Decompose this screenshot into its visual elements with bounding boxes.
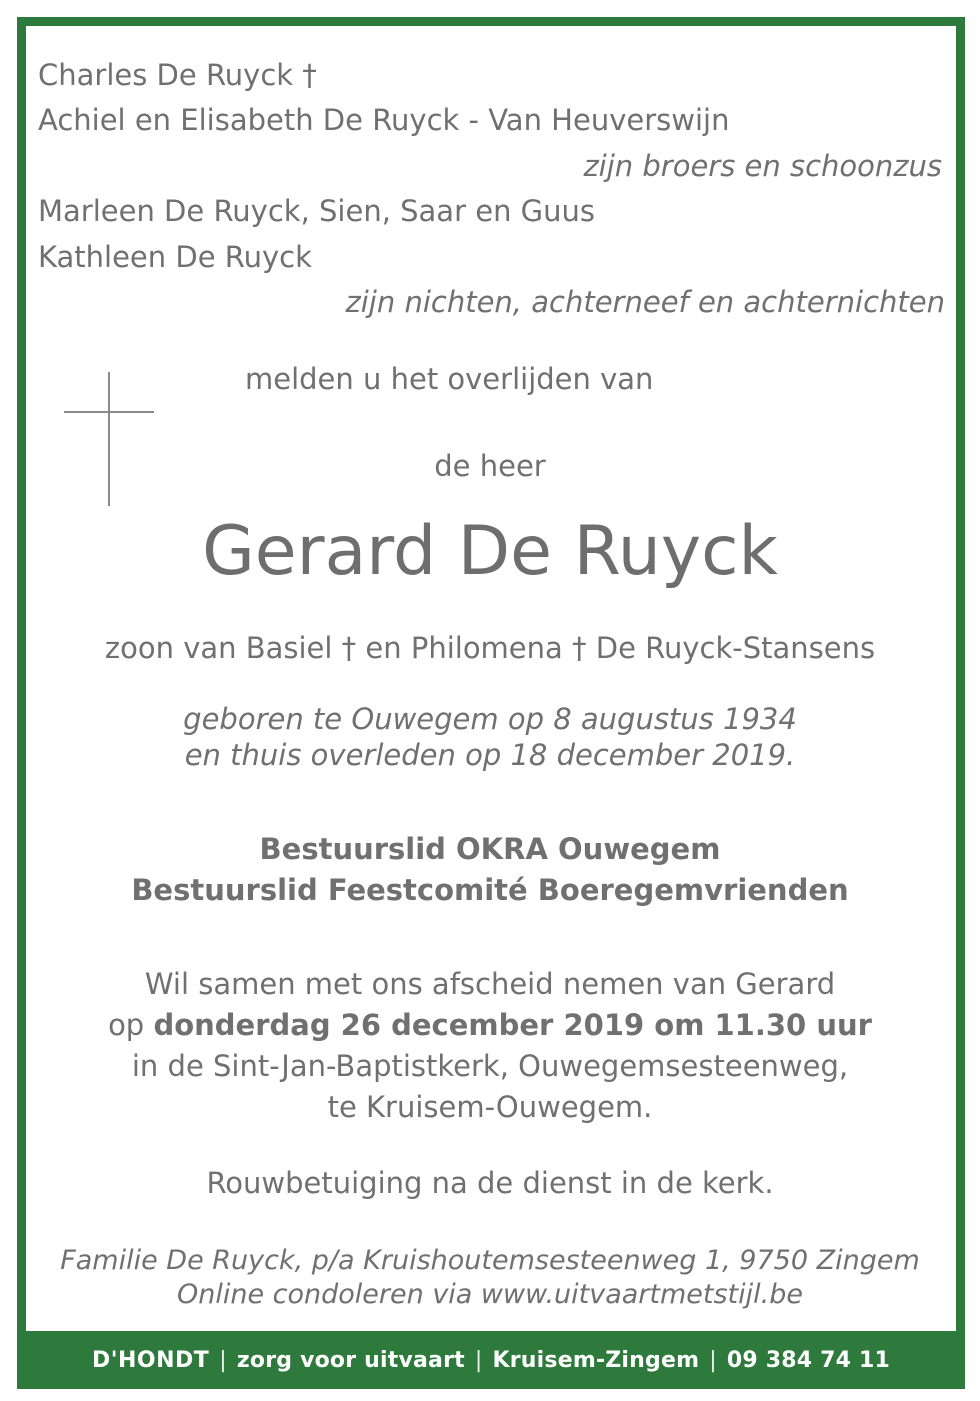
relation-nieces: zijn nichten, achterneef en achternichten <box>345 285 945 319</box>
announcement-intro: melden u het overlijden van <box>245 362 654 396</box>
ceremony-date-prefix: op <box>108 1008 154 1042</box>
family-line-2: Achiel en Elisabeth De Ruyck - Van Heuverswijn <box>38 103 730 137</box>
condolence-note: Rouwbetuiging na de dienst in de kerk. <box>206 1166 774 1200</box>
parents-line: zoon van Basiel † en Philomena † De Ruyck-Stansens <box>104 631 876 665</box>
title-line: de heer <box>434 449 546 483</box>
family-line-1: Charles De Ruyck † <box>38 58 317 92</box>
family-address: Familie De Ruyck, p/a Kruishoutemsesteenweg 1, 9750 Zingem <box>60 1245 920 1276</box>
family-line-4: Kathleen De Ruyck <box>38 240 312 274</box>
online-condolence: Online condoleren via www.uitvaartmetstijl.be <box>177 1279 803 1310</box>
cross-horizontal <box>64 411 154 413</box>
footer-separator: | <box>709 1347 717 1373</box>
footer-bar <box>17 1331 965 1389</box>
deceased-name: Gerard De Ruyck <box>202 512 778 591</box>
death-line: en thuis overleden op 18 december 2019. <box>184 738 796 772</box>
ceremony-line-1: Wil samen met ons afscheid nemen van Gerard <box>144 967 836 1001</box>
role-okra: Bestuurslid OKRA Ouwegem <box>259 832 721 866</box>
birth-line: geboren te Ouwegem op 8 augustus 1934 <box>183 702 797 736</box>
role-feestcomite: Bestuurslid Feestcomité Boeregemvrienden <box>131 873 849 907</box>
cross-vertical <box>108 372 110 506</box>
footer-separator: | <box>219 1347 227 1373</box>
footer-separator: | <box>474 1347 483 1373</box>
footer-phone: 09 384 74 11 <box>726 1347 891 1373</box>
ceremony-church: in de Sint-Jan-Baptistkerk, Ouwegemsesteenweg, <box>131 1049 849 1083</box>
ceremony-line-2 <box>0 1008 980 1042</box>
ceremony-date-time: donderdag 26 december 2019 om 11.30 uur <box>153 1008 872 1042</box>
ceremony-location: te Kruisem-Ouwegem. <box>327 1090 653 1124</box>
footer-tagline: zorg voor uitvaart <box>236 1347 465 1373</box>
footer-brand-logo: D'HONDT <box>91 1347 210 1373</box>
family-line-3: Marleen De Ruyck, Sien, Saar en Guus <box>38 194 596 228</box>
relation-brothers: zijn broers en schoonzus <box>583 149 942 183</box>
footer-location: Kruisem-Zingem <box>492 1347 700 1373</box>
